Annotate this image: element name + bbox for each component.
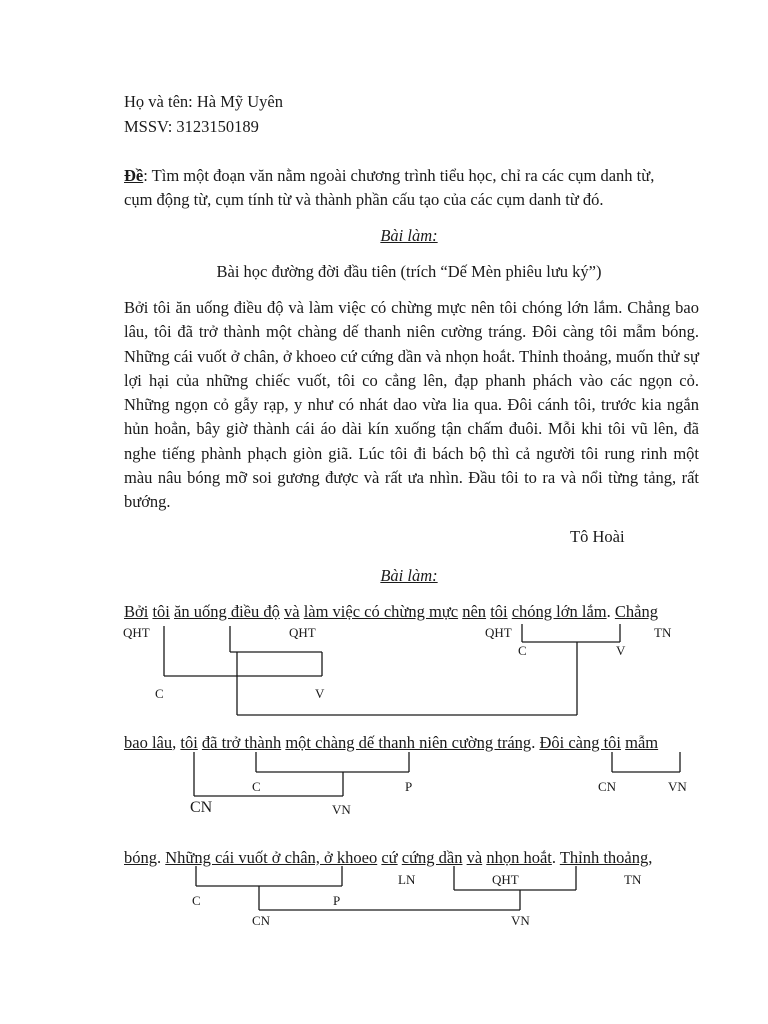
- label-ln-row3: LN: [398, 872, 416, 887]
- prompt-label: Đề: [124, 166, 144, 185]
- label-qht-1: QHT: [123, 625, 150, 640]
- phrase-thinh-thoang: Thỉnh thoảng: [559, 848, 649, 867]
- label-qht-row3: QHT: [492, 872, 519, 887]
- label-p-row3: P: [333, 893, 341, 908]
- word-va: và: [283, 602, 300, 621]
- label-qht-2: QHT: [289, 625, 316, 640]
- label-vn-row2b: VN: [668, 779, 687, 794]
- label-tn-1: TN: [654, 625, 672, 640]
- phrase-lam-viec: làm việc có chừng mực: [303, 602, 459, 621]
- phrase-doi-cang: Đôi càng tôi: [539, 733, 622, 752]
- prompt-line-1: [124, 166, 654, 186]
- label-v-small: V: [616, 643, 626, 658]
- label-tn-row3: TN: [624, 872, 642, 887]
- phrase-bao-lau: bao lâu: [124, 733, 173, 752]
- phrase-nhung-cai-vuot: Những cái vuốt ở chân, ở khoeo: [165, 848, 378, 867]
- label-p-row2: P: [405, 779, 413, 794]
- label-c-row3: C: [192, 893, 201, 908]
- label-c-big: C: [155, 686, 164, 701]
- section-heading-1: Bài làm:: [380, 226, 438, 245]
- prompt-line-2: cụm động từ, cụm tính từ và thành phần cấu tạo của các cụm danh từ đó.: [124, 190, 604, 209]
- analysis-row-1: Bởi tôi ăn uống điều độ và làm việc có chừng mực nên tôi chóng lớn lắm. Chẳng: [124, 602, 658, 621]
- word-va-2: và: [466, 848, 483, 867]
- analysis-row-2: bao lâu, tôi đã trở thành một chàng dế thanh niên cường tráng. Đôi càng tôi mẫm: [124, 733, 659, 752]
- label-v-big: V: [315, 686, 325, 701]
- label-qht-3: QHT: [485, 625, 512, 640]
- analysis-row-3: bóng. Những cái vuốt ở chân, ở khoeo cứ cứng dần và nhọn hoắt. Thỉnh thoảng,: [124, 848, 653, 867]
- word-boi: Bởi: [124, 602, 149, 621]
- label-cn-row2b: CN: [598, 779, 617, 794]
- author: Tô Hoài: [570, 527, 625, 546]
- prompt-text: : Tìm một đoạn văn nằm ngoài chương trình tiểu học, chỉ ra các cụm danh từ,: [143, 166, 655, 185]
- phrase-nhon-hoat: nhọn hoắt: [486, 848, 552, 867]
- phrase-an-uong: ăn uống điều độ: [174, 602, 280, 621]
- label-vn-row2: VN: [332, 802, 351, 817]
- word-toi-3: tôi: [180, 733, 198, 752]
- phrase-chong-lon: chóng lớn lắm: [511, 602, 607, 621]
- phrase-cung-dan: cứng dần: [401, 848, 463, 867]
- phrase-da-tro-thanh: đã trở thành: [201, 733, 282, 752]
- label-vn-row3: VN: [511, 913, 530, 928]
- word-mam: mẫm: [625, 733, 659, 752]
- student-name: Họ và tên: Hà Mỹ Uyên: [124, 92, 284, 111]
- excerpt-paragraph: Bởi tôi ăn uống điều độ và làm việc có chừng mực nên tôi chóng lớn lắm. Chẳng bao lâu, tôi đã trở thành một chàng dế thanh niên cường tráng. Đôi càng tôi mẫm bóng. Những cái vuốt ở chân, ở khoeo cứ cứng dần và nhọn hoắt. Thỉnh thoảng, muốn thử sự lợi hại của những chiếc vuốt, tôi co cẳng lên, đạp phanh phách vào các ngọn cỏ. Những ngọn cỏ gẫy rạp, y như có nhát dao vừa lia qua. Đôi cánh tôi, trước kia ngắn hủn hoẳn, bây giờ thành cái áo dài kín xuống tận chấm đuôi. Mỗi khi tôi vũ lên, đã nghe tiếng phành phạch giòn giã. Lúc tôi đi bách bộ thì cả người tôi rung rinh một màu nâu bóng mỡ soi gương được và rất ưa nhìn. Đầu tôi to ra và nổi từng tảng, rất bướng.: [124, 298, 699, 512]
- label-cn-row2: CN: [190, 799, 213, 816]
- excerpt-title: Bài học đường đời đầu tiên (trích “Dế Mèn phiêu lưu ký”): [216, 262, 602, 281]
- label-c-row2: C: [252, 779, 261, 794]
- word-chang: Chẳng: [614, 602, 658, 621]
- word-cu: cứ: [381, 848, 398, 867]
- word-toi: tôi: [152, 602, 170, 621]
- phrase-mot-chang-de: một chàng dế thanh niên cường tráng: [285, 733, 532, 752]
- word-bong: bóng: [124, 848, 157, 867]
- section-heading-2: Bài làm:: [380, 566, 438, 585]
- student-id: MSSV: 3123150189: [124, 117, 259, 136]
- label-cn-row3: CN: [252, 913, 271, 928]
- label-c-small: C: [518, 643, 527, 658]
- word-toi-2: tôi: [490, 602, 508, 621]
- word-nen: nên: [462, 602, 487, 621]
